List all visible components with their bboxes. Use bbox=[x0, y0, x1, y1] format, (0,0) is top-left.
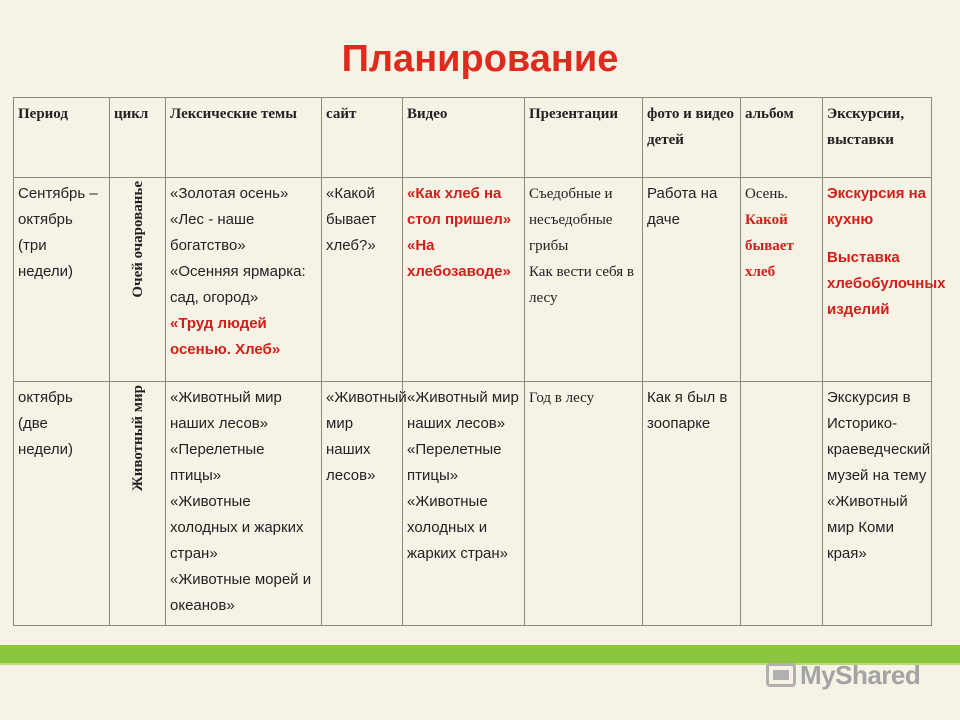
theme-item: «Животные морей и океанов» bbox=[170, 571, 312, 614]
period-cell: Сентябрь – октябрь (три недели) bbox=[14, 178, 110, 382]
site-cell: «Какой бывает хлеб?» bbox=[322, 178, 403, 382]
themes-cell bbox=[166, 178, 322, 382]
video-cell bbox=[403, 382, 525, 626]
logo-text: MyShared bbox=[800, 659, 921, 690]
themes-cell bbox=[166, 382, 322, 626]
cycle-cell bbox=[110, 382, 166, 626]
header-presentations: Презентации bbox=[525, 98, 643, 178]
album-item-highlight: Какой бывает хлеб bbox=[745, 212, 794, 280]
photo-cell: Работа на даче bbox=[643, 178, 741, 382]
video-item: «Животный мир наших лесов» bbox=[407, 389, 519, 432]
myshared-logo bbox=[766, 658, 920, 692]
theme-item: «Животный мир наших лесов» bbox=[170, 389, 282, 432]
presentation-icon bbox=[766, 663, 796, 687]
header-cycle: цикл bbox=[110, 98, 166, 178]
excursion-item: Экскурсия на кухню bbox=[827, 185, 927, 228]
cycle-cell bbox=[110, 178, 166, 382]
album-cell bbox=[741, 178, 823, 382]
video-item: «Животные холодных и жарких стран» bbox=[407, 493, 509, 562]
presentation-item: Как вести себя в лесу bbox=[529, 264, 635, 306]
header-video: Видео bbox=[403, 98, 525, 178]
table-row bbox=[14, 382, 932, 626]
slide-title: Планирование bbox=[341, 38, 619, 80]
presentations-cell bbox=[525, 178, 643, 382]
header-photo: фото и видео детей bbox=[643, 98, 741, 178]
album-cell bbox=[741, 382, 823, 626]
table-row bbox=[14, 178, 932, 382]
video-item: «Как хлеб на стол пришел» bbox=[407, 185, 512, 228]
theme-item: «Животные холодных и жарких стран» bbox=[170, 493, 304, 562]
theme-item-highlight: «Труд людей осенью. Хлеб» bbox=[170, 315, 281, 358]
theme-item: «Золотая осень» bbox=[170, 185, 289, 202]
header-excursions: Экскурсии, выставки bbox=[823, 98, 932, 178]
excursions-cell bbox=[823, 178, 946, 382]
album-item: Осень. bbox=[745, 186, 788, 202]
exhibition-item: Выставка хлебобулочных изделий bbox=[827, 249, 946, 318]
photo-cell: Как я был в зоопарке bbox=[643, 382, 741, 626]
theme-item: «Перелетные птицы» bbox=[170, 441, 265, 484]
cycle-label: Животный мир bbox=[129, 385, 146, 492]
excursions-cell: Экскурсия в Историко-краеведческий музей на тему «Животный мир Коми края» bbox=[823, 382, 932, 626]
video-cell bbox=[403, 178, 525, 382]
video-item: «На хлебозаводе» bbox=[407, 237, 511, 280]
header-site: сайт bbox=[322, 98, 403, 178]
video-item: «Перелетные птицы» bbox=[407, 441, 502, 484]
header-period: Период bbox=[14, 98, 110, 178]
header-themes: Лексические темы bbox=[166, 98, 322, 178]
planning-table bbox=[13, 97, 946, 626]
presentations-cell: Год в лесу bbox=[525, 382, 643, 626]
theme-item: «Лес - наше богатство» bbox=[170, 211, 255, 254]
presentation-item: Съедобные и несъедобные грибы bbox=[529, 186, 613, 254]
site-cell: «Животный мир наших лесов» bbox=[322, 382, 403, 626]
cycle-label: Очей очарованье bbox=[129, 181, 146, 298]
header-row bbox=[14, 98, 932, 178]
theme-item: «Осенняя ярмарка: сад, огород» bbox=[170, 263, 306, 306]
period-cell: октябрь (две недели) bbox=[14, 382, 110, 626]
header-album: альбом bbox=[741, 98, 823, 178]
